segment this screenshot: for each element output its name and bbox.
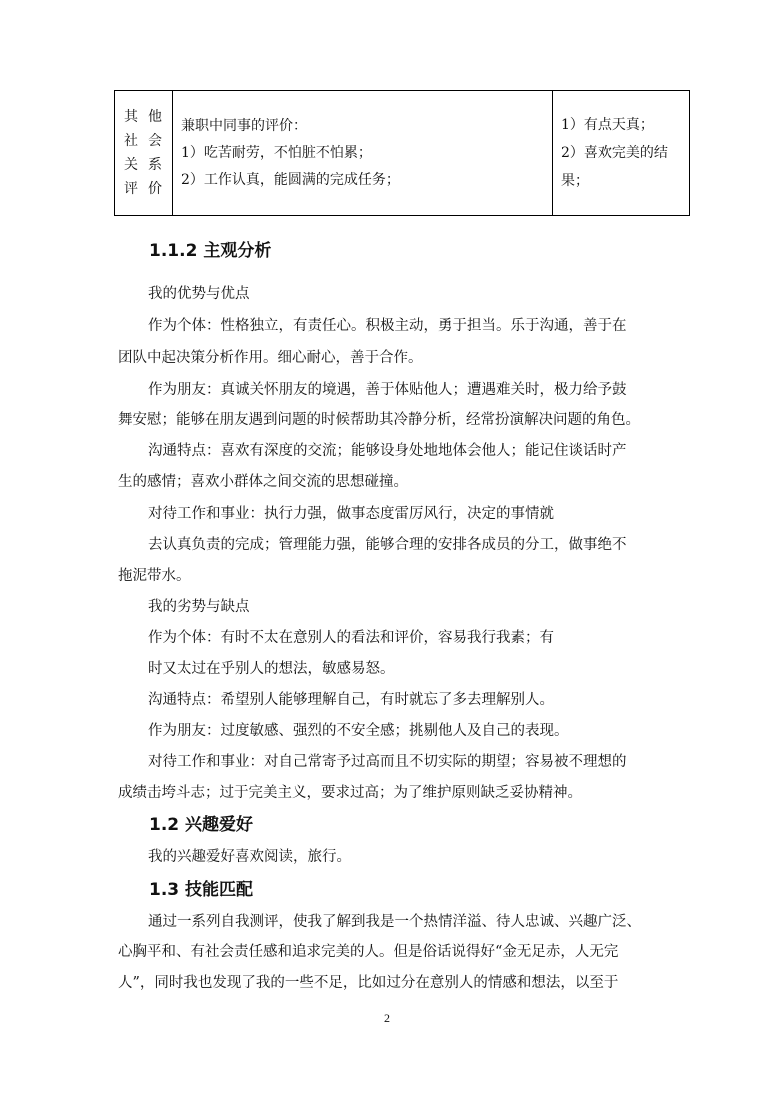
paragraph-line: 对待工作和事业：执行力强，做事态度雷厉风行，决定的事情就 xyxy=(148,506,554,522)
paragraph-line: 我的兴趣爱好喜欢阅读，旅行。 xyxy=(148,849,351,865)
paragraph-line: 时又太过在乎别人的想法，敏感易怒。 xyxy=(148,661,395,677)
summary-line: 2）喜欢完美的结 xyxy=(561,145,668,161)
paragraph-line: 舞安慰；能够在朋友遇到问题的时候帮助其冷静分析，经常扮演解决问题的角色。 xyxy=(118,412,640,428)
section-heading-subjective: 1.1.2 主观分析 xyxy=(149,241,272,261)
paragraph-line: 作为个体：性格独立，有责任心。积极主动，勇于担当。乐于沟通，善于在 xyxy=(148,318,627,334)
paragraph-line: 作为朋友：过度敏感、强烈的不安全感；挑剔他人及自己的表现。 xyxy=(148,723,569,739)
table-cell-category xyxy=(115,91,173,216)
paragraph-line: 作为个体：有时不太在意别人的看法和评价，容易我行我素；有 xyxy=(148,630,554,646)
category-label-line: 评价 xyxy=(124,181,172,197)
paragraph-line: 沟通特点：希望别人能够理解自己，有时就忘了多去理解别人。 xyxy=(148,692,554,708)
table-row xyxy=(115,91,690,216)
evaluation-line: 2）工作认真，能圆满的完成任务； xyxy=(181,171,400,188)
table-cell-evaluation xyxy=(173,91,553,216)
paragraph-line: 通过一系列自我测评，使我了解到我是一个热情洋溢、待人忠诚、兴趣广泛、 xyxy=(148,914,641,930)
section-heading-hobbies: 1.2 兴趣爱好 xyxy=(149,815,254,835)
paragraph-line: 去认真负责的完成；管理能力强，能够合理的安排各成员的分工，做事绝不 xyxy=(148,537,627,553)
table-cell-summary xyxy=(553,91,690,216)
paragraph-line: 作为朋友：真诚关怀朋友的境遇，善于体贴他人；遭遇难关时，极力给予鼓 xyxy=(148,382,627,398)
paragraph-line: 沟通特点：喜欢有深度的交流；能够设身处地地体会他人；能记住谈话时产 xyxy=(148,443,627,459)
evaluation-line: 兼职中同事的评价： xyxy=(181,117,307,134)
paragraph-line: 我的优势与优点 xyxy=(148,286,250,302)
paragraph-line: 我的劣势与缺点 xyxy=(148,599,250,615)
paragraph-line: 生的感情；喜欢小群体之间交流的思想碰撞。 xyxy=(118,474,408,490)
paragraph-line: 团队中起决策分析作用。细心耐心，善于合作。 xyxy=(118,350,423,366)
category-label-line: 其他 xyxy=(124,109,172,125)
paragraph-line: 拖泥带水。 xyxy=(118,568,191,584)
category-label-line: 社会 xyxy=(124,133,172,149)
paragraph-line: 心胸平和、有社会责任感和追求完美的人。但是俗话说得好“金无足赤，人无完 xyxy=(118,944,619,960)
summary-line: 果； xyxy=(561,173,589,189)
page-number: 2 xyxy=(384,1011,390,1025)
paragraph-line: 人”，同时我也发现了我的一些不足，比如过分在意别人的情感和想法，以至于 xyxy=(118,975,619,991)
section-heading-skills: 1.3 技能匹配 xyxy=(149,880,254,900)
evaluation-table xyxy=(114,90,690,216)
evaluation-line: 1）吃苦耐劳，不怕脏不怕累； xyxy=(181,144,372,161)
summary-line: 1）有点天真； xyxy=(561,117,654,133)
paragraph-line: 对待工作和事业：对自己常寄予过高而且不切实际的期望；容易被不理想的 xyxy=(148,754,627,770)
category-label-line: 关系 xyxy=(124,157,172,173)
paragraph-line: 成绩击垮斗志；过于完美主义，要求过高；为了维护原则缺乏妥协精神。 xyxy=(118,785,582,801)
